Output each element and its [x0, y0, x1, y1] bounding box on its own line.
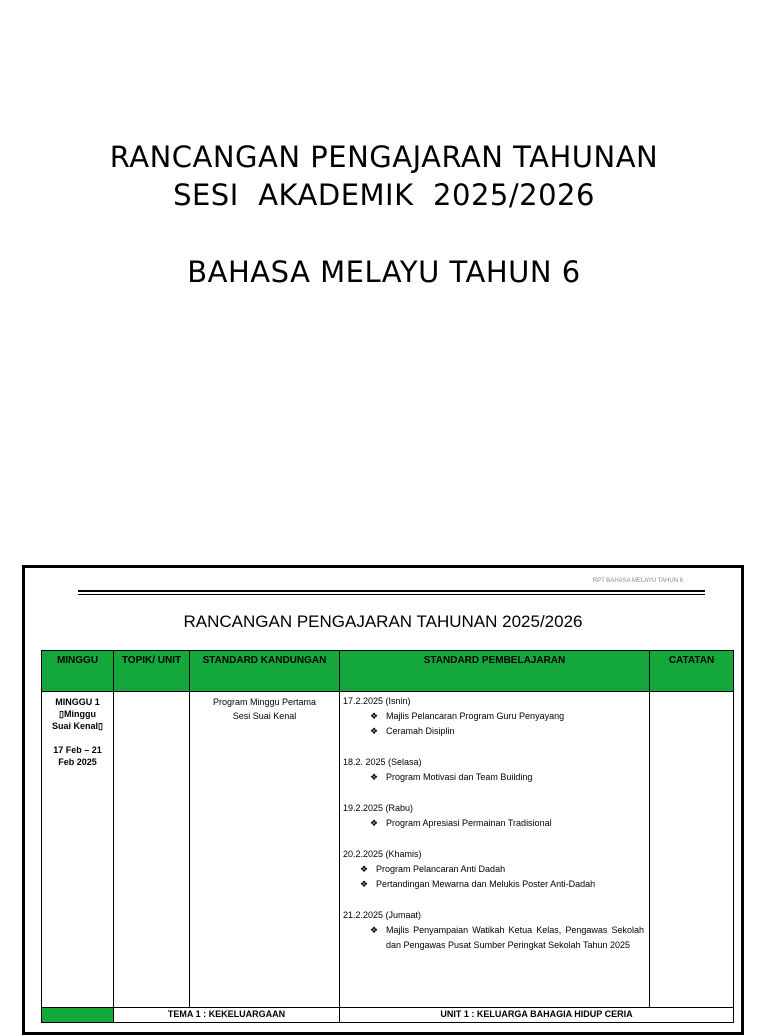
cell-standard-pembelajaran — [340, 692, 650, 1008]
diamond-bullet-icon: ❖ — [360, 879, 369, 889]
header-divider — [78, 590, 705, 592]
day-items — [343, 709, 646, 739]
cell-catatan — [650, 692, 734, 1008]
sk-line-1: Program Minggu Pertama — [212, 697, 317, 707]
document-page-preview — [22, 565, 744, 1035]
box-glyph: ▯ — [98, 721, 103, 731]
cover-title-line-2: SESI AKADEMIK 2025/2026 — [173, 178, 595, 212]
table-row-tema — [42, 1008, 734, 1023]
list-item: ❖ Majlis Penyampaian Watikah Ketua Kelas, Pengawas Sekolah dan Pengawas Pusat Sumber Peringkat Sekolah Tahun 2025 — [370, 925, 644, 950]
sk-line-2: Sesi Suai Kenal — [232, 711, 297, 721]
week-dates: 17 Feb – 21 Feb 2025 — [53, 745, 102, 767]
day-items — [343, 862, 646, 892]
cell-topik — [114, 692, 190, 1008]
day-items — [343, 923, 646, 953]
header-catatan: CATATAN — [650, 651, 734, 692]
day-items — [343, 770, 646, 785]
box-glyph: ▯ — [59, 709, 64, 719]
table-header-row — [42, 651, 734, 692]
list-item: ❖ Program Apresiasi Permainan Tradisional — [343, 816, 646, 831]
day-items — [343, 816, 646, 831]
document-title: RANCANGAN PENGAJARAN TAHUNAN 2025/2026 — [183, 612, 583, 631]
header-note: RPT BAHASA MELAYU TAHUN 6 — [592, 578, 683, 584]
diamond-bullet-icon: ❖ — [370, 711, 379, 721]
header-standard-pembelajaran: STANDARD PEMBELAJARAN — [340, 651, 650, 692]
cell-unit: UNIT 1 : KELUARGA BAHAGIA HIDUP CERIA — [340, 1008, 734, 1023]
list-item: ❖ Ceramah Disiplin — [343, 724, 646, 739]
day-date: 21.2.2025 (Jumaat) — [343, 910, 422, 920]
header-minggu: MINGGU — [42, 651, 114, 692]
week-label-2: Suai Kenal — [52, 721, 99, 731]
diamond-bullet-icon: ❖ — [360, 864, 369, 874]
cell-tema: TEMA 1 : KEKELUARGAAN — [114, 1008, 340, 1023]
day-date: 19.2.2025 (Rabu) — [343, 803, 414, 813]
diamond-bullet-icon: ❖ — [370, 925, 379, 935]
list-item: ❖ Program Pelancaran Anti Dadah — [343, 862, 646, 877]
day-date: 20.2.2025 (Khamis) — [343, 849, 422, 859]
header-topik: TOPIK/ UNIT — [114, 651, 190, 692]
list-item: ❖ Program Motivasi dan Team Building — [343, 770, 646, 785]
cell-standard-kandungan — [190, 692, 340, 1008]
cell-tema-marker — [42, 1008, 114, 1023]
week-label-1: Minggu — [63, 709, 96, 719]
week-number: MINGGU 1 — [55, 697, 100, 707]
list-item: ❖ Pertandingan Mewarna dan Melukis Poster Anti-Dadah — [343, 877, 646, 892]
cover-title-line-1: RANCANGAN PENGAJARAN TAHUNAN — [109, 140, 659, 174]
week-label — [44, 708, 111, 720]
rpt-table — [41, 650, 734, 1023]
diamond-bullet-icon: ❖ — [370, 818, 379, 828]
day-date: 18.2. 2025 (Selasa) — [343, 757, 422, 767]
list-item: ❖ Majlis Pelancaran Program Guru Penyayang — [343, 709, 646, 724]
diamond-bullet-icon: ❖ — [370, 726, 379, 736]
day-date: 17.2.2025 (Isnin) — [343, 696, 411, 706]
table-row — [42, 692, 734, 1008]
header-divider-thin — [78, 594, 705, 595]
week-label-line2 — [44, 720, 111, 732]
cell-minggu — [42, 692, 114, 1008]
header-standard-kandungan: STANDARD KANDUNGAN — [190, 651, 340, 692]
cover-subject: BAHASA MELAYU TAHUN 6 — [187, 255, 581, 289]
diamond-bullet-icon: ❖ — [370, 772, 379, 782]
